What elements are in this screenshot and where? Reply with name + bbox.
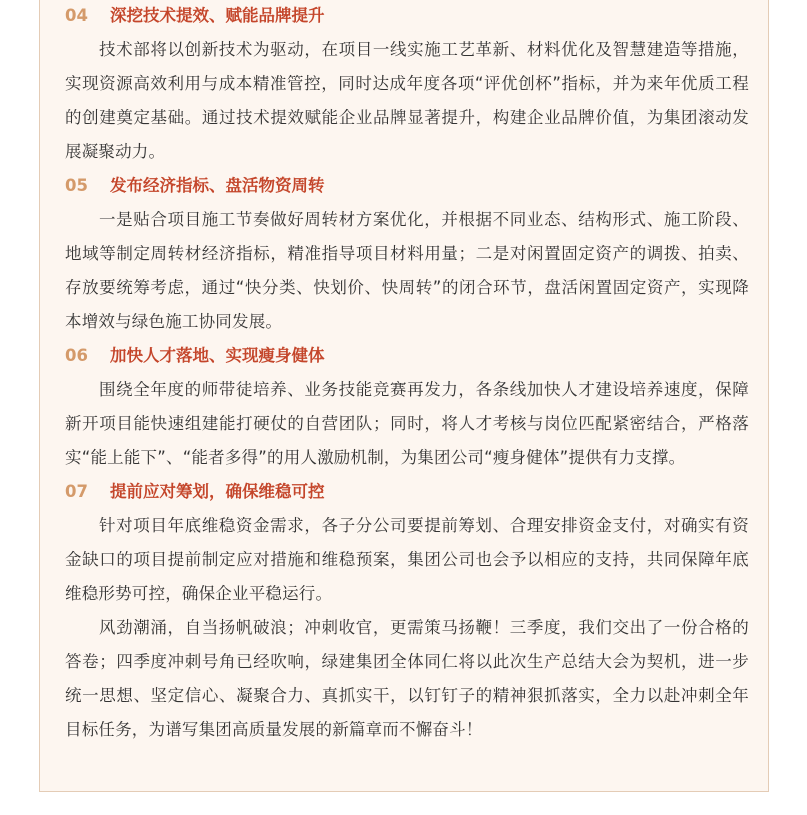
section-title: 深挖技术提效、赋能品牌提升	[110, 6, 325, 25]
section-number: 05	[65, 176, 88, 195]
section-number: 04	[65, 6, 88, 25]
section-heading	[65, 475, 749, 509]
section-body: 技术部将以创新技术为驱动，在项目一线实施工艺革新、材料优化及智慧建造等措施，实现资源高效利用与成本精准管控，同时达成年度各项“评优创杯”指标，并为来年优质工程的创建奠定基础。通过技术提效赋能企业品牌显著提升，构建企业品牌价值，为集团滚动发展凝聚动力。	[65, 40, 749, 161]
section-body: 围绕全年度的师带徒培养、业务技能竞赛再发力，各条线加快人才建设培养速度，保障新开项目能快速组建能打硬仗的自营团队；同时，将人才考核与岗位匹配紧密结合，严格落实“能上能下”、“能者多得”的用人激励机制，为集团公司“瘦身健体”提供有力支撑。	[65, 380, 749, 467]
section-04	[65, 0, 749, 169]
section-05	[65, 169, 749, 339]
section-title: 加快人才落地、实现瘦身健体	[110, 346, 325, 365]
section-number: 06	[65, 346, 88, 365]
section-title: 提前应对筹划，确保维稳可控	[110, 482, 325, 501]
section-body: 一是贴合项目施工节奏做好周转材方案优化，并根据不同业态、结构形式、施工阶段、地域等制定周转材经济指标，精准指导项目材料用量；二是对闲置固定资产的调拨、拍卖、存放要统筹考虑，通过“快分类、快划价、快周转”的闭合环节，盘活闲置固定资产，实现降本增效与绿色施工协同发展。	[65, 210, 749, 331]
section-06	[65, 339, 749, 475]
closing-paragraph: 风劲潮涌，自当扬帆破浪；冲刺收官，更需策马扬鞭！三季度，我们交出了一份合格的答卷；四季度冲刺号角已经吹响，绿建集团全体同仁将以此次生产总结大会为契机，进一步统一思想、坚定信心、凝聚合力、真抓实干，以钉钉子的精神狠抓落实，全力以赴冲刺全年目标任务，为谱写集团高质量发展的新篇章而不懈奋斗！	[65, 618, 749, 739]
section-title: 发布经济指标、盘活物资周转	[110, 176, 325, 195]
section-heading	[65, 339, 749, 373]
article-content	[65, 0, 749, 747]
section-heading	[65, 0, 749, 33]
section-heading	[65, 169, 749, 203]
section-07	[65, 475, 749, 611]
section-body: 针对项目年底维稳资金需求，各子分公司要提前筹划、合理安排资金支付，对确实有资金缺口的项目提前制定应对措施和维稳预案，集团公司也会予以相应的支持，共同保障年底维稳形势可控，确保企业平稳运行。	[65, 516, 749, 603]
article-card	[39, 0, 769, 792]
section-number: 07	[65, 482, 88, 501]
